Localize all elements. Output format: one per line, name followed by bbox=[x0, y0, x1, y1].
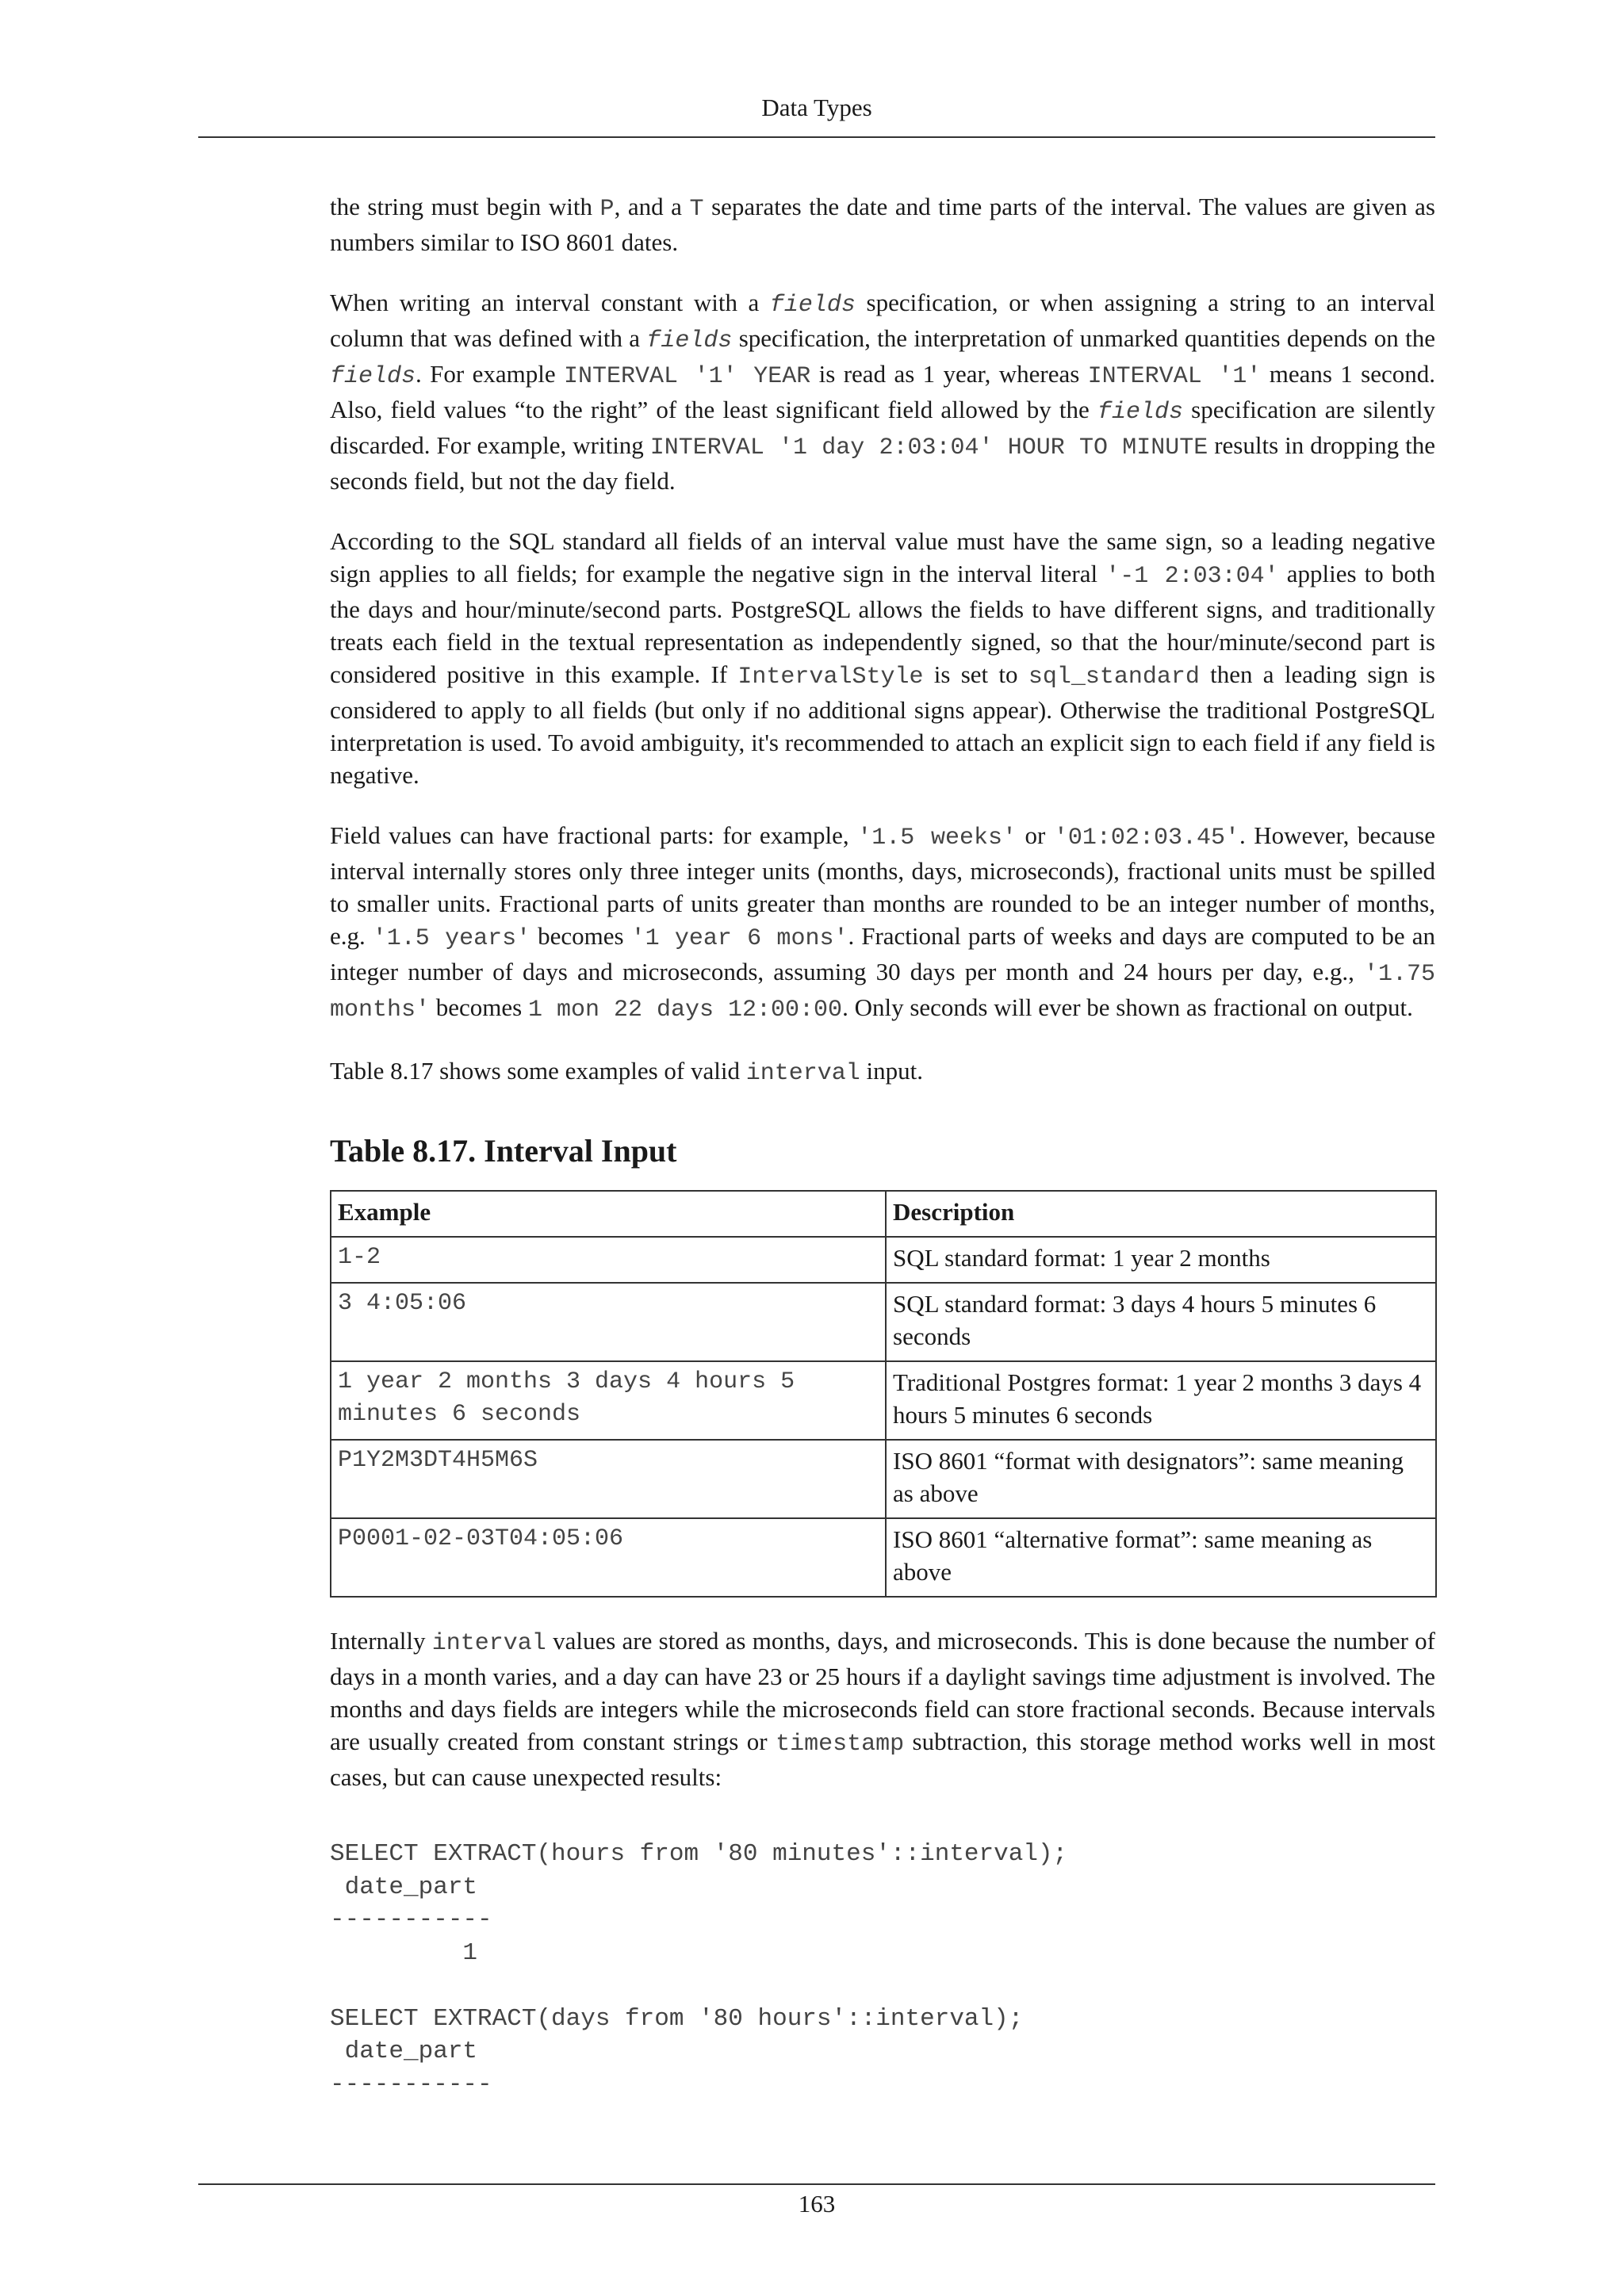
table-row bbox=[331, 1237, 1436, 1283]
table-header-row bbox=[331, 1191, 1436, 1237]
paragraph-iso-format bbox=[330, 190, 1435, 258]
text-run: . However, because interval internally stores only three integer units (months, days, microseconds), fractional units must be spilled to smaller units. Fractional parts of units greater than months are rounded to be an integer number of months, e.g. bbox=[330, 821, 1435, 950]
code-literal: '1.75 months' bbox=[330, 961, 1435, 1024]
text-run: specification are silently discarded. For example, writing bbox=[330, 396, 1435, 459]
code-line: ----------- bbox=[330, 2070, 492, 2099]
code-term: fields bbox=[330, 363, 416, 390]
code-literal: P bbox=[599, 196, 615, 223]
text-run: specification, the interpretation of unmarked quantities depends on the bbox=[732, 324, 1435, 352]
code-literal: '1.5 years' bbox=[372, 925, 531, 952]
text-run: , and a bbox=[614, 193, 690, 220]
example-cell: P1Y2M3DT4H5M6S bbox=[331, 1440, 886, 1518]
column-header-example: Example bbox=[331, 1191, 886, 1237]
description-cell: SQL standard format: 1 year 2 months bbox=[886, 1237, 1436, 1283]
code-literal: '-1 2:03:04' bbox=[1105, 563, 1279, 590]
text-run: . For example bbox=[416, 360, 564, 388]
text-run: then a leading sign is considered to apply to all fields (but only if no additional signs appear). Otherwise the traditional PostgreSQL interpretation is used. To avoid ambiguity, it's recommended to attach an explicit sign to each field if any field is negative. bbox=[330, 660, 1435, 789]
text-run: Table 8.17 shows some examples of valid bbox=[330, 1057, 746, 1085]
code-literal: IntervalStyle bbox=[737, 664, 924, 691]
code-line: date_part bbox=[330, 2038, 478, 2065]
code-line: date_part bbox=[330, 1873, 478, 1901]
example-cell: 1-2 bbox=[331, 1237, 886, 1283]
running-header: Data Types bbox=[761, 94, 872, 121]
text-run: becomes bbox=[430, 993, 528, 1021]
text-run: is set to bbox=[923, 660, 1028, 688]
text-run: . Fractional parts of weeks and days are computed to be an integer number of days and microseconds, assuming 30 days per month and 24 hours per day, e.g., bbox=[330, 922, 1435, 985]
text-run: input. bbox=[860, 1057, 923, 1085]
paragraph-sign-rules bbox=[330, 525, 1435, 791]
code-line: SELECT EXTRACT(hours from '80 minutes'::interval); bbox=[330, 1840, 1068, 1868]
footer-rule bbox=[198, 2183, 1435, 2185]
code-literal: sql_standard bbox=[1028, 664, 1200, 691]
table-row bbox=[331, 1361, 1436, 1440]
code-line: 1 bbox=[330, 1938, 478, 1967]
code-literal: INTERVAL '1 day 2:03:04' HOUR TO MINUTE bbox=[649, 434, 1208, 461]
text-run: values are stored as months, days, and microseconds. This is done because the number of days in a month varies, and a day can have 23 or 25 hours if a daylight savings time adjustment is involved. The months and days fields are integers while the microseconds field can store fractional seconds. Because intervals are usually created from constant strings or bbox=[330, 1627, 1435, 1755]
description-cell: ISO 8601 “alternative format”: same meaning as above bbox=[886, 1518, 1436, 1597]
text-run: specification, or when assigning a string to an interval column that was defined with a bbox=[330, 289, 1435, 352]
text-run: According to the SQL standard all fields of an interval value must have the same sign, so a leading negative sign applies to all fields; for example the negative sign in the interval literal bbox=[330, 527, 1435, 587]
paragraph-fields-spec bbox=[330, 286, 1435, 497]
example-cell: P0001-02-03T04:05:06 bbox=[331, 1518, 886, 1597]
code-literal: '01:02:03.45' bbox=[1053, 825, 1239, 851]
description-cell: ISO 8601 “format with designators”: same meaning as above bbox=[886, 1440, 1436, 1518]
code-literal: interval bbox=[431, 1630, 546, 1657]
text-run: applies to both the days and hour/minute/second parts. PostgreSQL allows the fields to have different signs, and traditionally treats each field in the textual representation as independently signed, so that the hour/minute/second part is considered positive in this example. If bbox=[330, 560, 1435, 688]
table-row bbox=[331, 1440, 1436, 1518]
code-term: fields bbox=[769, 292, 856, 319]
code-literal: T bbox=[689, 196, 704, 223]
text-run: the string must begin with bbox=[330, 193, 600, 220]
paragraph-internal-storage bbox=[330, 1624, 1435, 1793]
table-title: Table 8.17. Interval Input bbox=[330, 1133, 677, 1169]
paragraph-table-intro bbox=[330, 1054, 1435, 1090]
description-cell: SQL standard format: 3 days 4 hours 5 minutes 6 seconds bbox=[886, 1283, 1436, 1361]
table-row bbox=[331, 1518, 1436, 1597]
text-run: Internally bbox=[330, 1627, 432, 1655]
text-run: Field values can have fractional parts: for example, bbox=[330, 821, 858, 849]
code-literal: 1 mon 22 days 12:00:00 bbox=[528, 997, 843, 1024]
text-run: . Only seconds will ever be shown as fractional on output. bbox=[842, 993, 1413, 1021]
page-number: 163 bbox=[798, 2190, 836, 2218]
code-example bbox=[330, 1838, 1435, 2101]
text-run: is read as 1 year, whereas bbox=[810, 360, 1088, 388]
text-run: or bbox=[1017, 821, 1054, 849]
page-body bbox=[330, 190, 1435, 2101]
example-cell: 3 4:05:06 bbox=[331, 1283, 886, 1361]
paragraph-fractional-parts bbox=[330, 819, 1435, 1027]
example-cell: 1 year 2 months 3 days 4 hours 5 minutes 6 seconds bbox=[331, 1361, 886, 1440]
code-literal: INTERVAL '1' bbox=[1087, 363, 1262, 390]
code-literal: timestamp bbox=[776, 1731, 905, 1758]
code-term: fields bbox=[646, 327, 733, 354]
code-term: fields bbox=[1097, 399, 1183, 426]
text-run: results in dropping the seconds field, but not the day field. bbox=[330, 431, 1435, 495]
header-rule bbox=[198, 136, 1435, 138]
code-literal: interval bbox=[745, 1060, 860, 1087]
interval-input-table bbox=[330, 1190, 1437, 1598]
text-run: becomes bbox=[530, 922, 631, 950]
table-row bbox=[331, 1283, 1436, 1361]
code-line: SELECT EXTRACT(days from '80 hours'::interval); bbox=[330, 2004, 1024, 2033]
text-run: separates the date and time parts of the interval. The values are given as numbers similar to ISO 8601 dates. bbox=[330, 193, 1435, 256]
text-run: means 1 second. Also, field values “to the right” of the least significant field allowed by the bbox=[330, 360, 1435, 423]
code-literal: INTERVAL '1' YEAR bbox=[563, 363, 811, 390]
text-run: When writing an interval constant with a bbox=[330, 289, 770, 316]
code-line bbox=[330, 1969, 1435, 2003]
code-literal: '1.5 weeks' bbox=[857, 825, 1017, 851]
code-literal: '1 year 6 mons' bbox=[630, 925, 848, 952]
column-header-description: Description bbox=[886, 1191, 1436, 1237]
code-line: ----------- bbox=[330, 1906, 492, 1934]
description-cell: Traditional Postgres format: 1 year 2 months 3 days 4 hours 5 minutes 6 seconds bbox=[886, 1361, 1436, 1440]
text-run: subtraction, this storage method works well in most cases, but can cause unexpected results: bbox=[330, 1728, 1435, 1791]
